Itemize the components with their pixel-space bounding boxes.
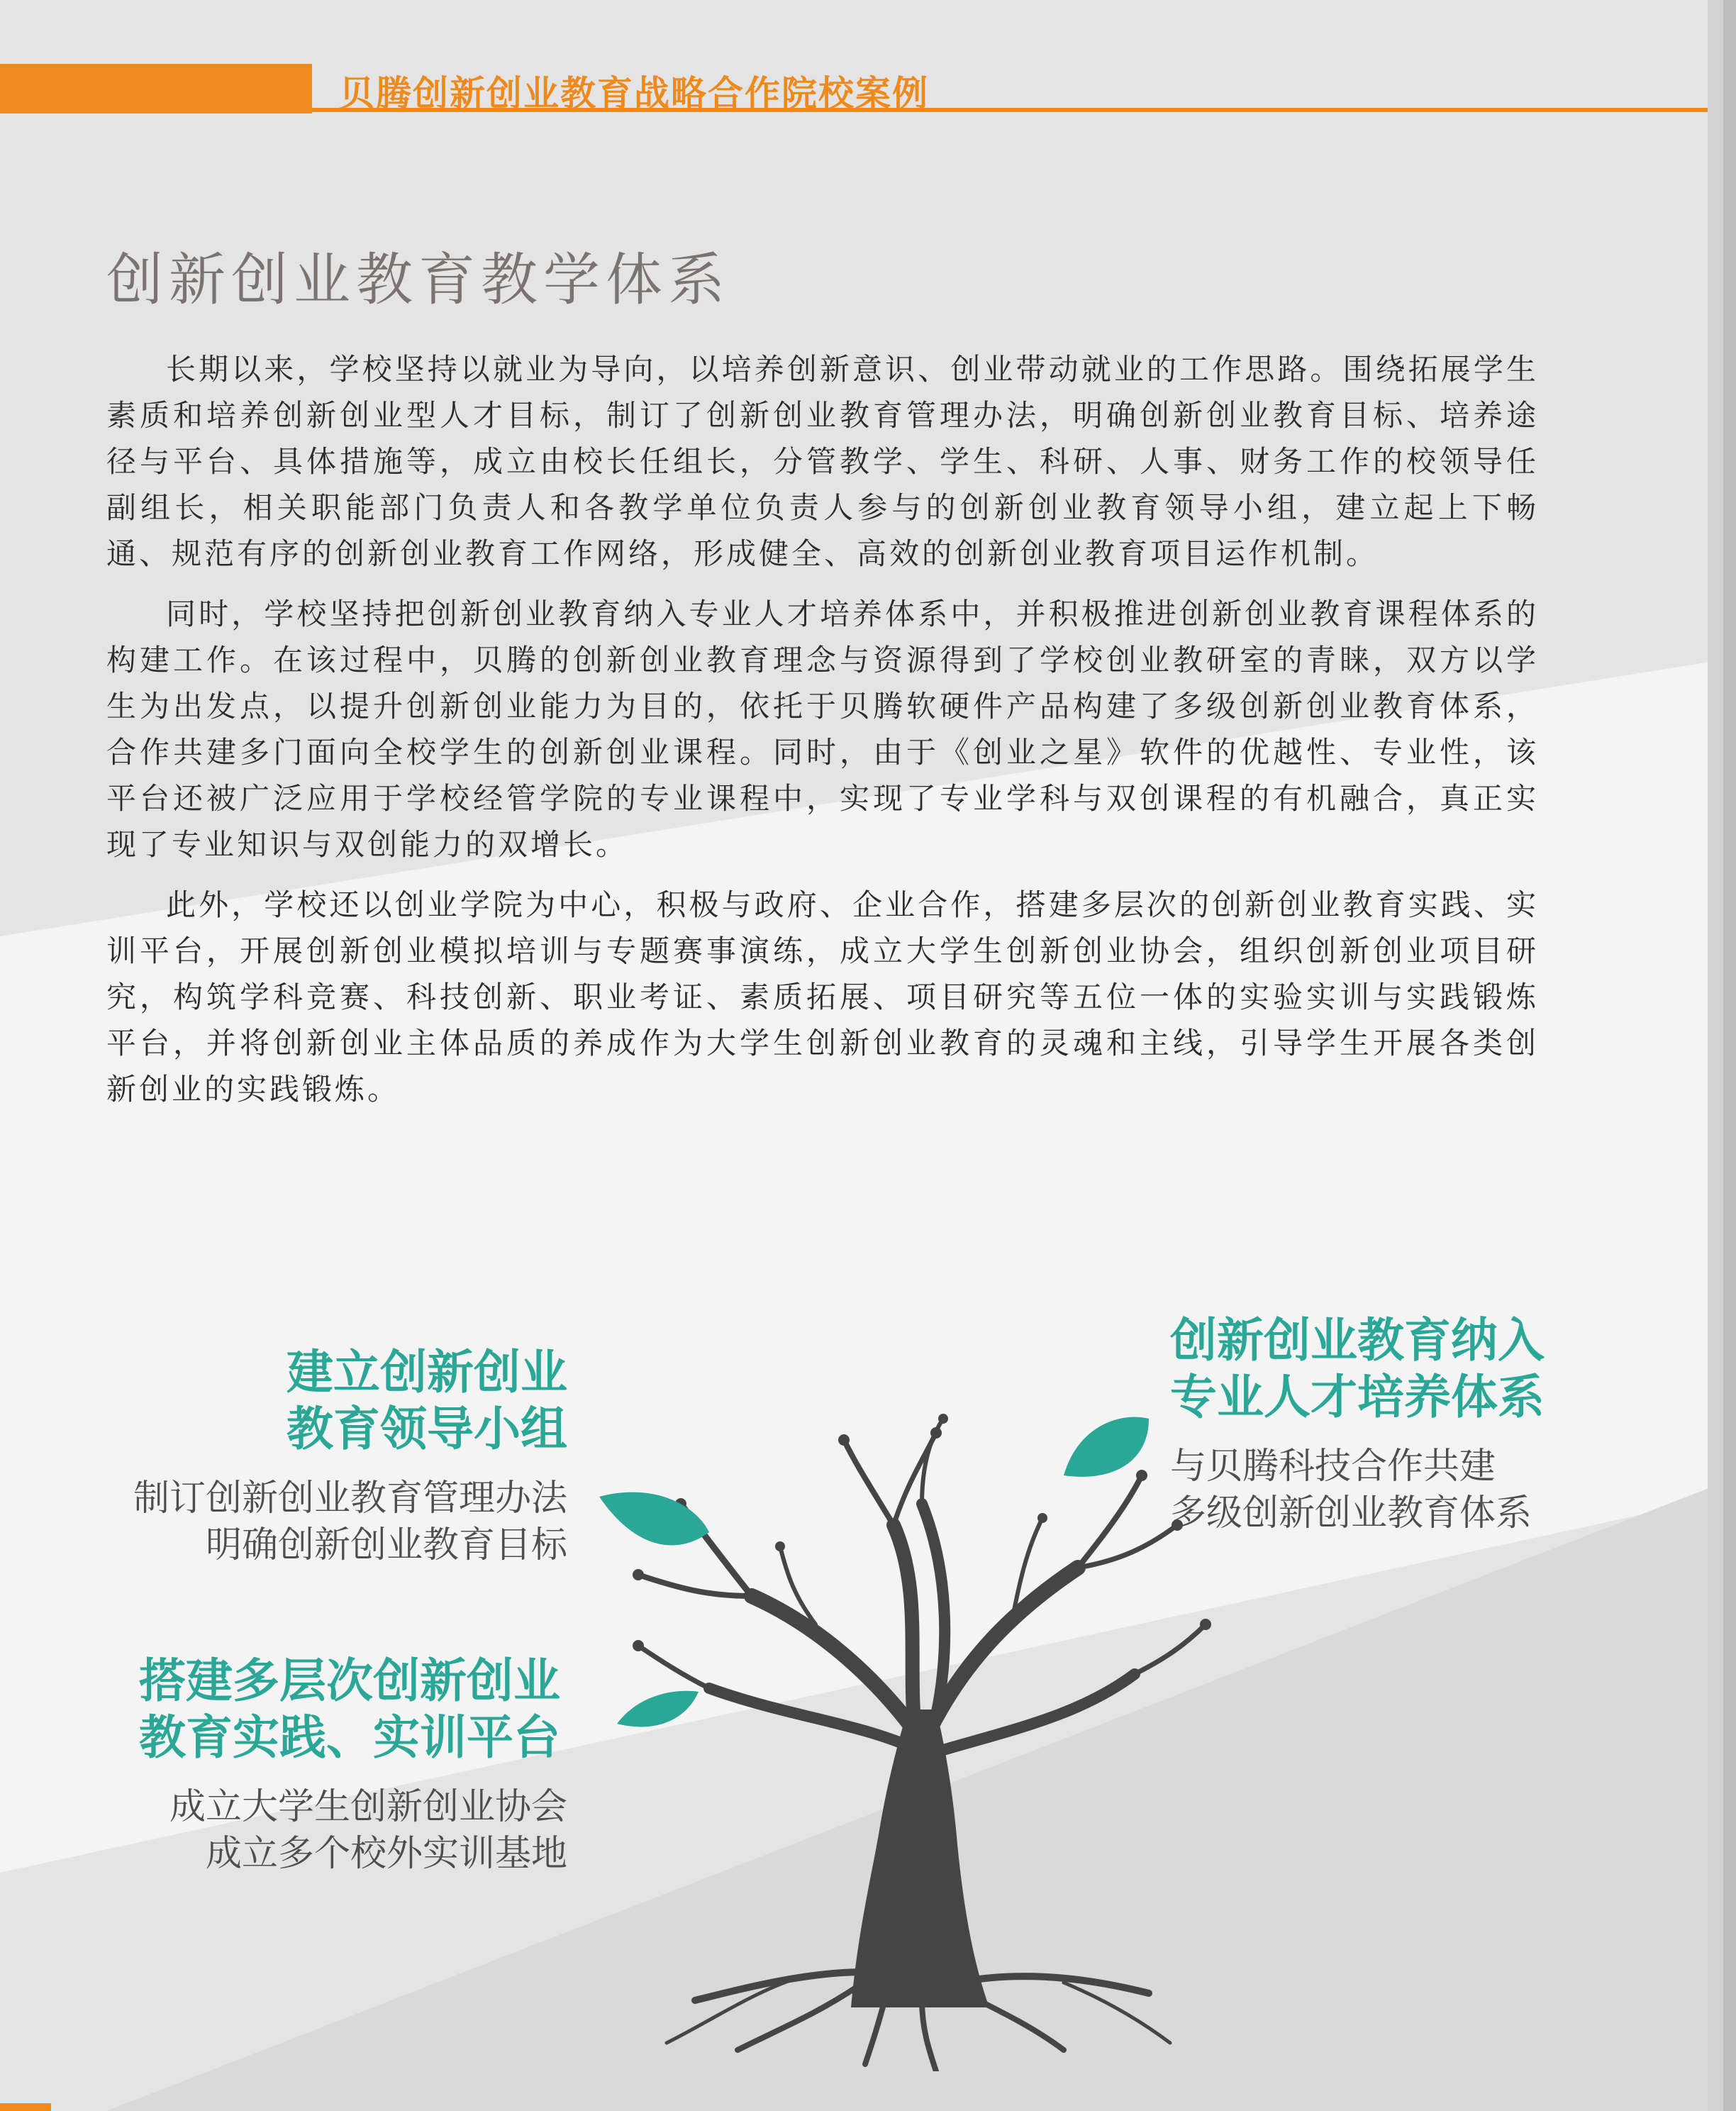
block2-headline-line: 专业人才培养体系 [1170, 1370, 1545, 1424]
paragraph: 长期以来，学校坚持以就业为导向，以培养创新意识、创业带动就业的工作思路。围绕拓展学生素质和培养创新创业型人才目标，制订了创新创业教育管理办法，明确创新创业教育目标、培养途径与平台、具体措施等，成立由校长任组长，分管教学、学生、科研、人事、财务工作的校领导任副组长，相关职能部门负责人和各教学单位负责人参与的创新创业教育领导小组，建立起上下畅通、规范有序的创新创业教育工作网络，形成健全、高效的创新创业教育项目运作机制。 [106, 352, 1539, 571]
block1-headline-line: 教育领导小组 [286, 1402, 567, 1456]
header-title: 贝腾创新创业教育战略合作院校案例 [339, 72, 929, 114]
block2-description-line: 多级创新创业教育体系 [1170, 1492, 1532, 1534]
body-text [106, 346, 1539, 1126]
block3-description-line: 成立大学生创新创业协会 [169, 1786, 567, 1828]
block2-description [1170, 1444, 1532, 1537]
paragraph: 此外，学校还以创业学院为中心，积极与政府、企业合作，搭建多层次的创新创业教育实践、实训平台，开展创新创业模拟培训与专题赛事演练，成立大学生创新创业协会，组织创新创业项目研究，构筑学科竞赛、科技创新、职业考证、素质拓展、项目研究等五位一体的实验实训与实践锻炼平台，并将创新创业主体品质的养成作为大学生创新创业教育的灵魂和主线，引导学生开展各类创新创业的实践锻炼。 [106, 887, 1539, 1107]
block2-headline-line: 创新创业教育纳入 [1170, 1313, 1545, 1368]
block1-description-line: 明确创新创业教育目标 [205, 1524, 567, 1566]
block1-description [71, 1475, 567, 1569]
tree-diagram [0, 1291, 1736, 2071]
header-bar [0, 64, 1708, 113]
footer-accent [0, 2103, 51, 2111]
block1-headline [184, 1344, 567, 1458]
block3-headline-line: 教育实践、实训平台 [139, 1710, 560, 1765]
block3-headline-line: 搭建多层次创新创业 [139, 1653, 560, 1708]
header-accent-block [0, 64, 312, 113]
block1-headline-line: 建立创新创业 [286, 1345, 567, 1400]
block1-description-line: 制订创新创业教育管理办法 [133, 1478, 567, 1519]
block3-headline [71, 1653, 560, 1766]
block3-description [71, 1784, 567, 1878]
paragraph: 同时，学校坚持把创新创业教育纳入专业人才培养体系中，并积极推进创新创业教育课程体系的构建工作。在该过程中，贝腾的创新创业教育理念与资源得到了学校创业教研室的青睐，双方以学生为出发点，以提升创新创业能力为目的，依托于贝腾软硬件产品构建了多级创新创业教育体系，合作共建多门面向全校学生的创新创业课程。同时，由于《创业之星》软件的优越性、专业性，该平台还被广泛应用于学校经管学院的专业课程中，实现了专业学科与双创课程的有机融合，真正实现了专业知识与双创能力的双增长。 [106, 597, 1539, 862]
section-title: 创新创业教育教学体系 [106, 247, 730, 313]
block2-headline [1170, 1312, 1545, 1426]
block3-description-line: 成立多个校外实训基地 [205, 1833, 567, 1875]
block2-description-line: 与贝腾科技合作共建 [1170, 1446, 1496, 1487]
